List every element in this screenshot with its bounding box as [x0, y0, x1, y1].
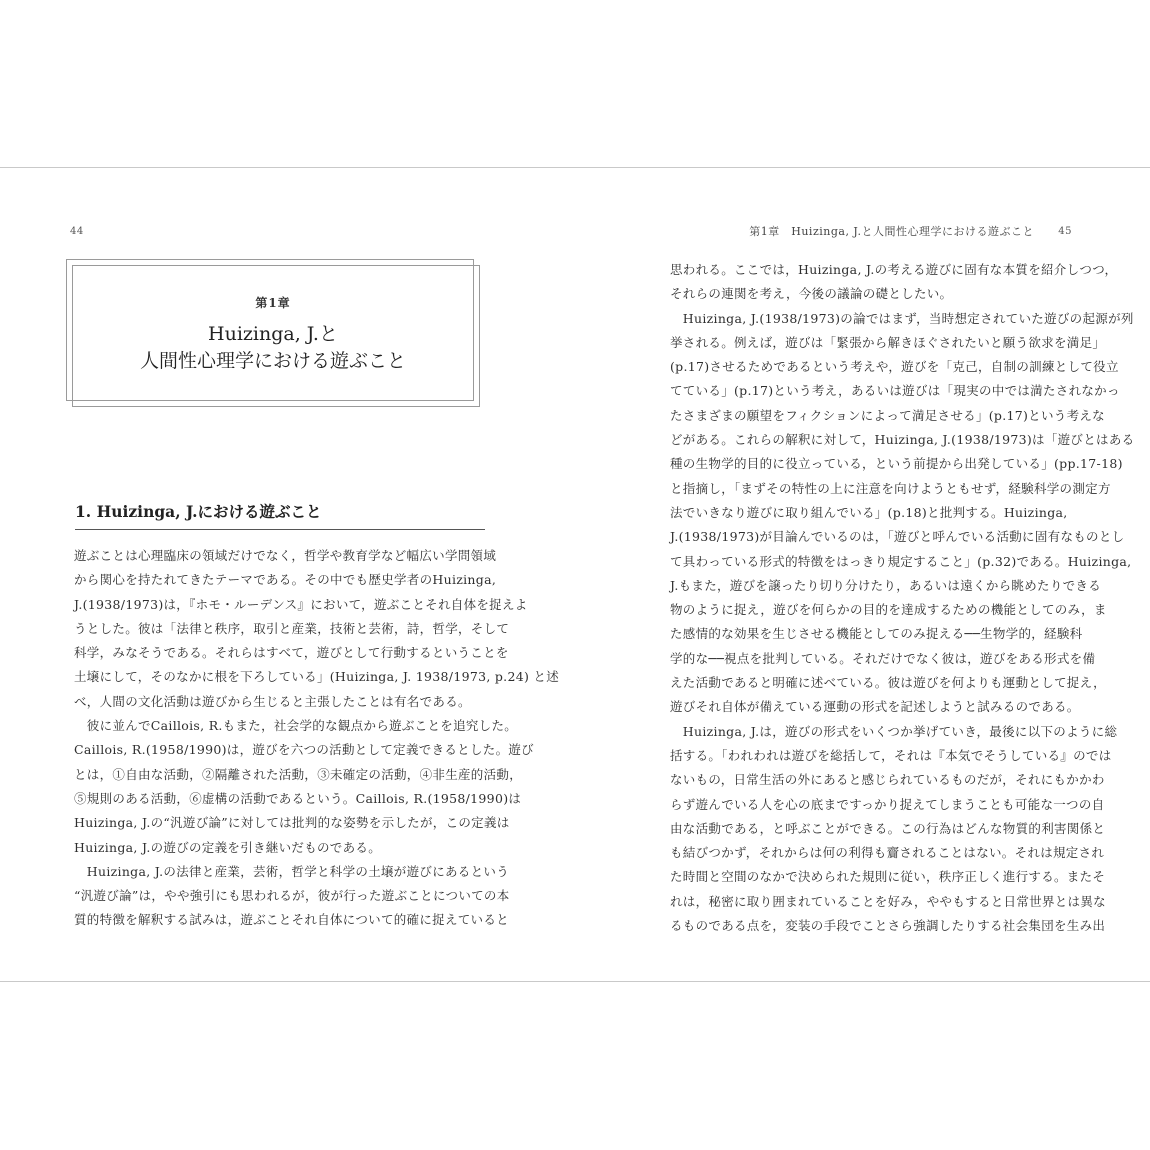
text-line: どがある。これらの解釈に対して，Huizinga, J.(1938/1973)は「遊びとはある: [670, 432, 1135, 448]
text-line: べ，人間の文化活動は遊びから生じると主張したことは有名である。: [74, 693, 471, 709]
text-line: 土壌にして，そのなかに根を下ろしている」(Huizinga, J. 1938/1973, p.24) と述: [74, 669, 560, 685]
text-line: J.もまた，遊びを譲ったり切り分けたり，あるいは遠くから眺めたりできる: [670, 577, 1102, 593]
text-line: 学的な──視点を批判している。それだけでなく彼は，遊びをある形式を備: [670, 650, 1096, 666]
text-line: Huizinga, J.の法律と産業，芸術，哲学と科学の土壌が遊びにあるという: [74, 863, 509, 879]
text-line: えた活動であると明確に述べている。彼は遊びを何よりも運動として捉え，: [670, 675, 1106, 691]
text-line: 物のように捉え，遊びを何らかの目的を達成するための機能としてのみ，ま: [670, 602, 1107, 618]
text-line: Huizinga, J.(1938/1973)の論ではまず，当時想定されていた遊びの起源が列: [670, 310, 1134, 326]
text-line: とは，①自由な活動，②隔離された活動，③未確定の活動，④非生産的活動，: [74, 766, 523, 782]
text-line: た時間と空間のなかで決められた規則に従い，秩序正しく進行する。またそ: [670, 869, 1106, 885]
text-line: 法でいきなり遊びに取り組んでいる」(p.18)と批判する。Huizinga,: [670, 504, 1068, 520]
text-line: た感情的な効果を生じさせる機能としてのみ捉える──生物学的，経験科: [670, 626, 1083, 642]
chapter-title-box: [66, 259, 480, 407]
text-line: うとした。彼は「法律と秩序，取引と産業，技術と芸術，詩，哲学，そして: [74, 620, 510, 636]
text-line: と指摘し，「まずその特性の上に注意を向けようともせず，経験科学の測定方: [670, 480, 1111, 496]
text-line: も結びつかず，それからは何の利得も齎されることはない。それは規定され: [670, 845, 1105, 861]
chapter-title-line-2: 人間性心理学における遊ぶこと: [139, 350, 406, 372]
text-line: 種の生物学的目的に役立っている，という前提から出発している」(pp.17-18): [670, 456, 1123, 472]
page-number-left: 44: [70, 226, 84, 237]
text-line: J.(1938/1973)が目論んでいるのは，「遊びと呼んでいる活動に固有なものとし: [670, 529, 1125, 545]
page-number-right: 45: [1058, 226, 1072, 237]
text-line: それらの連関を考え，今後の議論の礎としたい。: [670, 286, 953, 302]
chapter-title-line-1: Huizinga, J.と: [208, 323, 338, 345]
text-line: 彼に並んでCaillois, R.もまた，社会学的な観点から遊ぶことを追究した。: [74, 718, 518, 734]
book-spread: [0, 167, 1150, 982]
text-line: 遊びそれ自体が備えている運動の形式を記述しようと試みるのである。: [670, 699, 1080, 715]
text-line: ないもの，日常生活の外にあると感じられているものだが，それにもかかわ: [670, 772, 1105, 788]
text-line: Caillois, R.(1958/1990)は，遊びを六つの活動として定義できるとした。遊び: [74, 742, 534, 758]
text-line: から関心を持たれてきたテーマである。その中でも歴史学者のHuizinga,: [74, 572, 497, 588]
text-line: 思われる。ここでは，Huizinga, J.の考える遊びに固有な本質を紹介しつつ，: [670, 262, 1118, 277]
text-line: “汎遊び論”は，やや強引にも思われるが，彼が行った遊ぶことについての本: [74, 888, 510, 904]
text-line: Huizinga, J.の遊びの定義を引き継いだものである。: [74, 839, 381, 855]
section-heading: 1. Huizinga, J.における遊ぶこと: [75, 500, 485, 530]
text-line: てている」(p.17)という考え，あるいは遊びは「現実の中では満たされなかっ: [670, 383, 1120, 399]
right-body-text: [670, 258, 1135, 938]
text-line: 由な活動である，と呼ぶことができる。この行為はどんな物質的利害関係と: [670, 820, 1106, 836]
running-head: 第1章 Huizinga, J.と人間性心理学における遊ぶこと: [749, 225, 1034, 238]
text-line: J.(1938/1973)は，『ホモ・ルーデンス』において，遊ぶことそれ自体を捉えよ: [74, 596, 528, 612]
text-line: 遊ぶことは心理臨床の領域だけでなく，哲学や教育学など幅広い学問領域: [74, 548, 497, 563]
text-line: Huizinga, J.の“汎遊び論”に対しては批判的な姿勢を示したが，この定義は: [74, 815, 510, 831]
text-line: 括する。「われわれは遊びを総括して，それは『本気でそうしている』のでは: [670, 747, 1112, 763]
text-line: 科学，みなそうである。それらはすべて，遊びとして行動するということを: [74, 645, 509, 661]
chapter-title: [66, 321, 480, 375]
text-line: たさまざまの願望をフィクションによって満足させる」(p.17)という考えな: [670, 407, 1105, 423]
chapter-label: 第1章: [255, 296, 291, 310]
text-line: らず遊んでいる人を心の底まですっかり捉えてしまうことも可能な一つの自: [670, 796, 1105, 812]
text-line: れは，秘密に取り囲まれていることを好み，ややもすると日常世界とは異な: [670, 893, 1106, 909]
text-line: (p.17)させるためであるという考えや，遊びを「克己，自制の訓練として役立: [670, 359, 1119, 375]
text-line: るものである点を，変装の手段でことさら強調したりする社会集団を生み出: [670, 918, 1106, 934]
text-line: 挙される。例えば，遊びは「緊張から解きほぐされたいと願う欲求を満足」: [670, 334, 1106, 350]
text-line: て具わっている形式的特徴をはっきり規定すること」(p.32)である。Huizinga,: [670, 553, 1132, 569]
left-page: [0, 168, 575, 981]
text-line: 質的特徴を解釈する試みは，遊ぶことそれ自体について的確に捉えていると: [74, 912, 509, 928]
right-page: [575, 168, 1150, 981]
text-line: ⑤規則のある活動，⑥虚構の活動であるという。Caillois, R.(1958/1990)は: [74, 790, 522, 806]
left-body-text: [74, 544, 560, 933]
text-line: Huizinga, J.は，遊びの形式をいくつか挙げていき，最後に以下のように総: [670, 723, 1118, 739]
